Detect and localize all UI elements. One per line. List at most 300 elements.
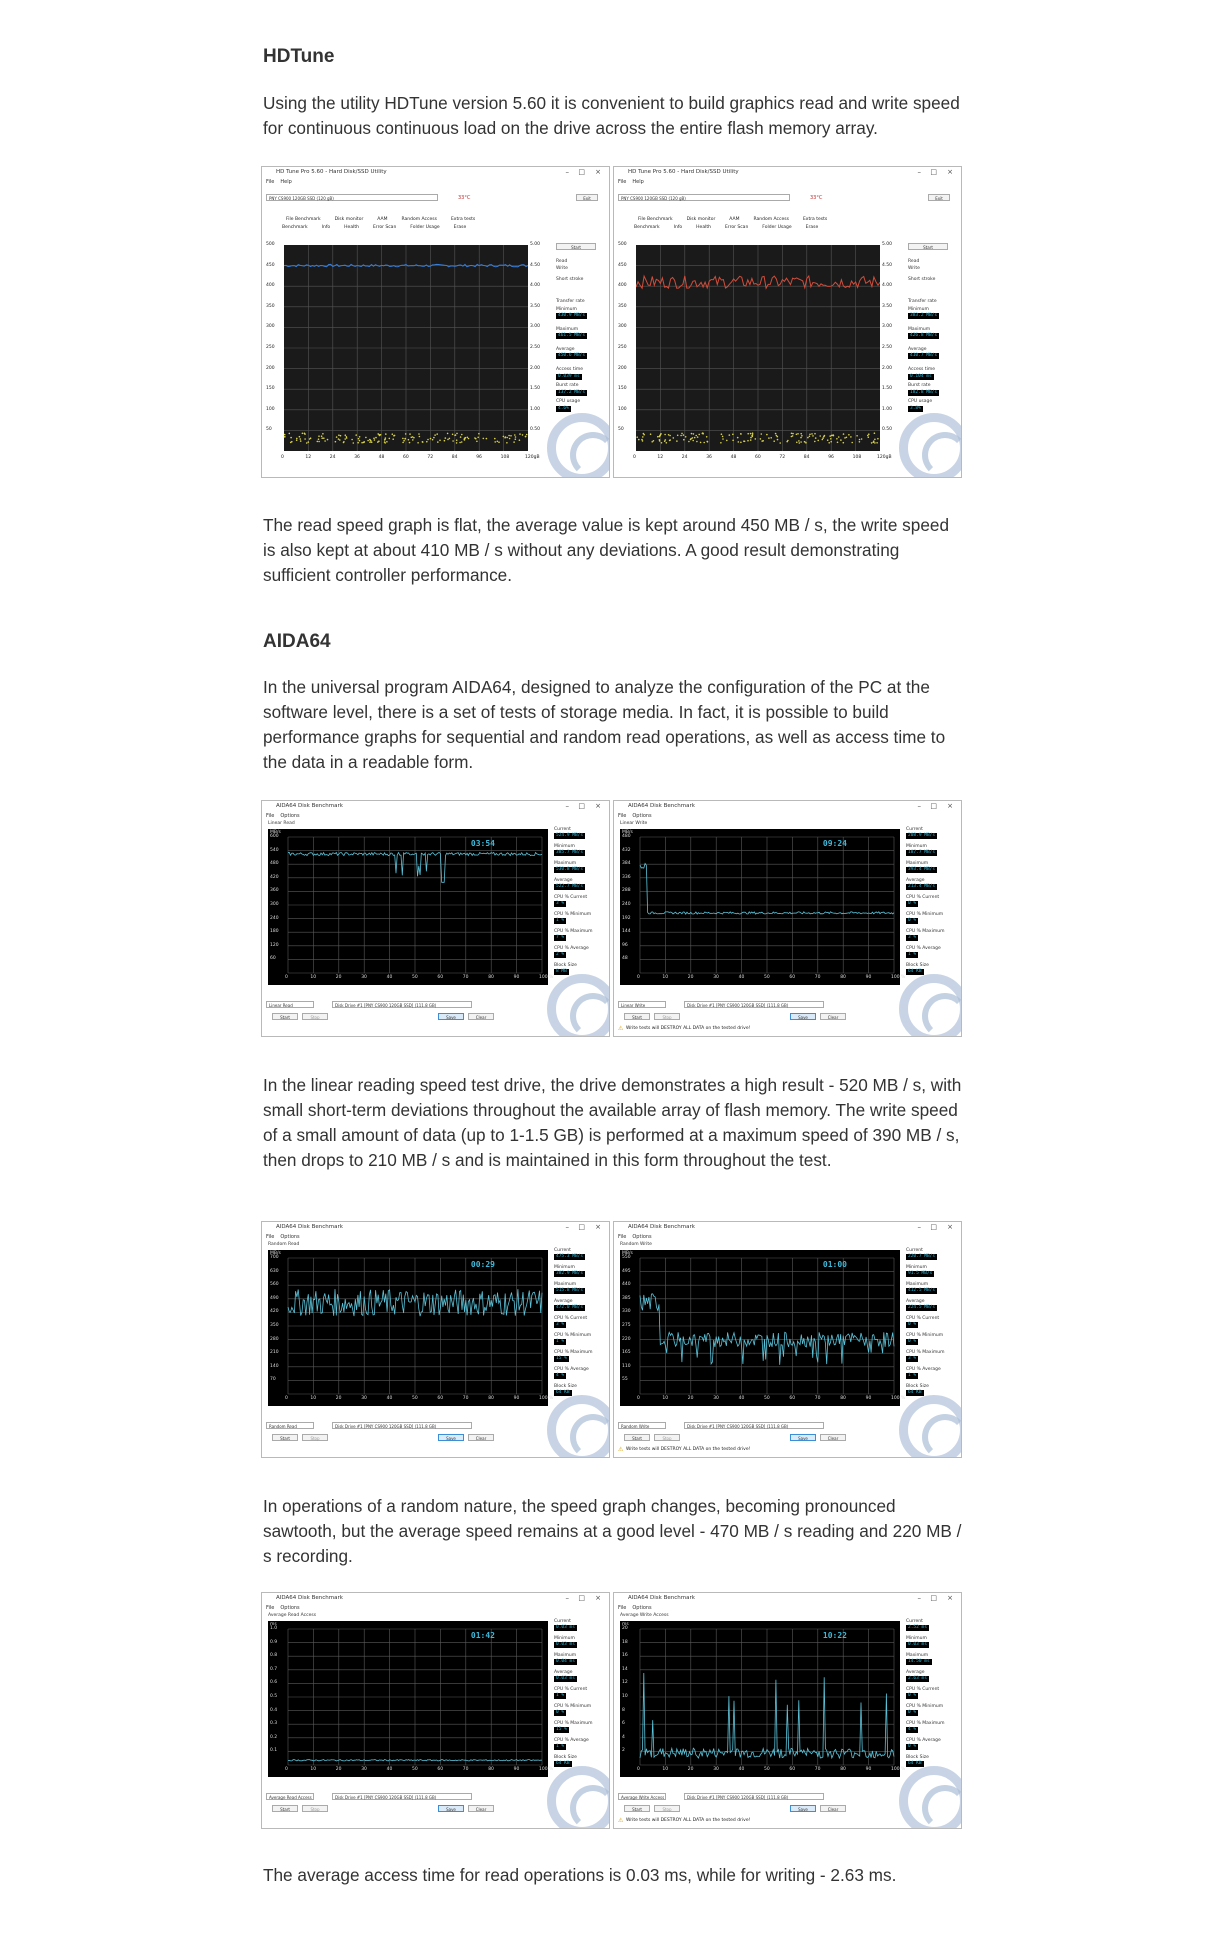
test-title: Linear Write [620, 821, 648, 826]
cpu-maximum-value: 4 % [908, 1727, 917, 1732]
aida-read-access-screenshot [261, 1592, 610, 1829]
access-time-point [829, 435, 831, 437]
maximum-label: Maximum [554, 861, 577, 866]
access-time-point [798, 440, 800, 442]
menu-item[interactable]: File [266, 1605, 275, 1611]
maximum-value: 515.8 MB/s [556, 1288, 584, 1293]
stop-button[interactable]: Stop [302, 1434, 328, 1441]
access-time-point [363, 441, 365, 443]
access-time-point [309, 438, 311, 440]
x-tick-label: 40 [386, 1396, 393, 1401]
drive-select[interactable]: Disk Drive #1 [PNY CS900 120GB SSD] (111.8 GB) [332, 1793, 472, 1800]
access-time-point [669, 435, 671, 437]
access-time-point [697, 436, 699, 438]
access-time-point [851, 442, 853, 444]
x-tick-label: 24 [329, 455, 336, 460]
save-button[interactable]: Save [438, 1805, 464, 1812]
short-stroke-checkbox[interactable]: Short stroke [556, 277, 584, 282]
tab-item[interactable]: Benchmark [634, 225, 660, 230]
save-button[interactable]: Save [438, 1013, 464, 1020]
y-tick-label: 96 [622, 942, 628, 948]
tab-item[interactable]: Extra tests [802, 217, 828, 222]
benchmark-graph [268, 1250, 548, 1406]
save-button[interactable]: Save [790, 1013, 816, 1020]
access-time-point [358, 438, 360, 440]
start-button[interactable]: Start [272, 1013, 298, 1020]
tab-item[interactable]: Error Scan [372, 225, 397, 230]
average-value: 213.4 MB/s [908, 884, 936, 889]
menu-bar [266, 178, 298, 186]
close-icon[interactable]: × [595, 802, 601, 810]
y-tick-label: 18 [622, 1639, 628, 1645]
drive-select[interactable]: PNY CS900 120GB SSD (120 gB) [266, 194, 438, 201]
access-time-point [351, 439, 353, 441]
access-time-point [408, 439, 410, 441]
x-tick-label: 108 [852, 455, 862, 460]
clear-button[interactable]: Clear [468, 1805, 494, 1812]
minimize-icon[interactable]: – [565, 168, 569, 176]
x-tick-label: 90 [865, 975, 872, 980]
cpu-average-label: CPU % Average [554, 946, 589, 951]
cpu-current-value: 0 % [908, 901, 917, 906]
test-select[interactable]: Random Read [266, 1422, 314, 1429]
x-tick-label: 0 [281, 455, 284, 460]
minimize-icon[interactable]: – [917, 168, 921, 176]
menu-item[interactable]: File [618, 179, 627, 185]
cpu-maximum-value: 7 % [556, 935, 565, 940]
tab-row-1 [286, 217, 489, 222]
x-tick-label: 30 [361, 975, 367, 980]
y-tick-label: 400 [266, 283, 275, 289]
tab-item[interactable]: Extra tests [450, 217, 476, 222]
maximum-label: Maximum [906, 1653, 929, 1658]
access-time-point [427, 439, 429, 441]
access-time-point [393, 435, 395, 437]
stop-button[interactable]: Stop [654, 1434, 680, 1441]
minimize-icon[interactable]: – [565, 1223, 569, 1231]
burst-rate-checkbox[interactable]: Burst rate [556, 383, 579, 388]
clear-button[interactable]: Clear [468, 1434, 494, 1441]
access-time-point [422, 441, 424, 443]
average-value: 472.0 MB/s [556, 1305, 584, 1310]
access-time-point [642, 436, 644, 438]
x-tick-label: 20 [335, 1767, 342, 1772]
test-title: Average Read Access [268, 1613, 317, 1618]
test-select[interactable]: Linear Read [266, 1001, 314, 1008]
access-time-point [304, 433, 306, 435]
tab-item[interactable]: Info [321, 225, 331, 230]
test-select[interactable]: Average Read Access [266, 1793, 314, 1800]
menu-item[interactable]: File [266, 813, 275, 819]
window-titlebar [262, 1222, 609, 1233]
y-tick-label: 550 [622, 1255, 631, 1260]
read-radio[interactable]: Read [556, 259, 568, 264]
maximum-label: Maximum [554, 1282, 577, 1287]
access-time-point [848, 434, 850, 436]
average-label: Average [554, 1670, 573, 1675]
clear-button[interactable]: Clear [820, 1434, 846, 1441]
minimize-icon[interactable]: – [917, 1223, 921, 1231]
tab-item[interactable]: Health [344, 225, 359, 230]
tab-item[interactable]: Benchmark [282, 225, 308, 230]
y-tick-label: 440 [622, 1282, 631, 1288]
y-tick-label: 210 [270, 1350, 279, 1356]
access-time-point [726, 440, 728, 442]
cpu-minimum-value: 1 % [556, 918, 565, 923]
access-time-point [830, 441, 832, 443]
test-select[interactable]: Linear Write [618, 1001, 666, 1008]
access-time-checkbox[interactable]: Access time [908, 367, 936, 372]
x-tick-label: 60 [437, 975, 444, 980]
access-time-point [355, 434, 357, 436]
menu-item[interactable]: Options [632, 813, 652, 819]
minimum-label: Minimum [554, 1265, 575, 1270]
start-button[interactable]: Start [272, 1805, 298, 1812]
y-tick-label: 0.6 [270, 1680, 278, 1686]
close-icon[interactable]: × [947, 1594, 953, 1602]
menu-item[interactable]: File [618, 1605, 627, 1611]
x-tick-label: 40 [386, 1767, 393, 1772]
drive-select[interactable]: PNY CS900 120GB SSD (120 gB) [618, 194, 790, 201]
access-time-point [694, 437, 696, 439]
clear-button[interactable]: Clear [820, 1013, 846, 1020]
save-button[interactable]: Save [790, 1805, 816, 1812]
access-time-point [752, 432, 754, 434]
cpu-current-label: CPU % Current [906, 1316, 940, 1321]
y-tick-label: 0.7 [270, 1666, 278, 1672]
close-icon[interactable]: × [595, 1594, 601, 1602]
maximize-icon[interactable]: □ [930, 1223, 937, 1231]
x-tick-label: 60 [437, 1396, 444, 1401]
x-tick-label: 12 [305, 455, 312, 460]
aida-linear-write-screenshot [613, 800, 962, 1037]
x-tick-label: 90 [865, 1396, 872, 1401]
cpu-maximum-label: CPU % Maximum [554, 1350, 593, 1355]
window-titlebar [614, 1222, 961, 1233]
tab-item[interactable]: Erase [453, 225, 467, 230]
x-tick-label: 100 % [891, 975, 906, 980]
cpu-average-label: CPU % Average [554, 1738, 589, 1743]
maximize-icon[interactable]: □ [578, 1223, 585, 1231]
cpu-maximum-value: 3 % [908, 935, 917, 940]
save-button[interactable]: Save [790, 1434, 816, 1441]
y-tick-label: 500 [618, 242, 627, 247]
tab-item[interactable]: AAM [729, 217, 740, 222]
close-icon[interactable]: × [595, 1223, 601, 1231]
stop-button[interactable]: Stop [654, 1805, 680, 1812]
x-tick-label: 36 [706, 455, 712, 460]
y-tick-label: 0.2 [270, 1734, 278, 1740]
tab-item[interactable]: Random Access [401, 217, 437, 222]
x-tick-label: 90 [513, 1767, 520, 1772]
access-time-point [459, 442, 461, 444]
x-tick-label: 50 [764, 975, 770, 980]
maximize-icon[interactable]: □ [930, 802, 937, 810]
save-button[interactable]: Save [438, 1434, 464, 1441]
close-icon[interactable]: × [947, 1223, 953, 1231]
y-tick-label: 14 [622, 1666, 628, 1672]
y-tick-label: 8 [622, 1707, 625, 1713]
cpu-average-label: CPU % Average [906, 946, 941, 951]
x-tick-label: 0 [285, 1767, 288, 1772]
access-time-point [681, 433, 683, 435]
y-tick-label: 240 [622, 902, 631, 907]
minimum-label: Minimum [554, 1636, 575, 1641]
unit-label: ms [622, 1622, 629, 1627]
x-tick-label: 30 [713, 1396, 719, 1401]
test-select[interactable]: Average Write Access [618, 1793, 666, 1800]
tab-item[interactable]: File Benchmark [286, 217, 321, 222]
tab-item[interactable]: File Benchmark [638, 217, 673, 222]
benchmark-graph [268, 1621, 548, 1777]
cpu-average-label: CPU % Average [554, 1367, 589, 1372]
maximize-icon[interactable]: □ [930, 168, 937, 176]
access-time-point [752, 434, 754, 436]
x-tick-label: 70 [462, 975, 469, 980]
current-label: Current [554, 827, 571, 832]
cpu-minimum-label: CPU % Minimum [554, 1704, 592, 1709]
menu-item[interactable]: Options [280, 1234, 300, 1240]
cpu-maximum-label: CPU % Maximum [554, 1721, 593, 1726]
stop-button[interactable]: Stop [302, 1013, 328, 1020]
burst-rate-checkbox[interactable]: Burst rate [908, 383, 931, 388]
tab-item[interactable]: Disk monitor [334, 217, 364, 222]
access-time-point [335, 441, 337, 443]
access-time-point [308, 441, 310, 443]
menu-item[interactable]: File [266, 179, 275, 185]
access-time-point [868, 433, 870, 435]
test-select[interactable]: Random Write [618, 1422, 666, 1429]
cpu-maximum-label: CPU % Maximum [906, 1721, 945, 1726]
watermark-logo-icon [547, 1766, 610, 1829]
temperature-readout: 33°C [810, 195, 823, 201]
unit-label: ms [270, 1622, 277, 1627]
access-time-point [692, 440, 694, 442]
maximize-icon[interactable]: □ [578, 168, 585, 176]
access-time-point [413, 437, 415, 439]
menu-item[interactable]: Options [280, 813, 300, 819]
access-time-point [817, 440, 819, 442]
x-tick-label: 80 [488, 1767, 494, 1772]
minimize-icon[interactable]: – [565, 802, 569, 810]
write-radio[interactable]: Write [556, 266, 568, 271]
x-tick-label: 70 [814, 1396, 821, 1401]
access-time-point [327, 439, 329, 441]
menu-item[interactable]: Help [632, 179, 644, 185]
minimize-icon[interactable]: – [565, 1594, 569, 1602]
access-time-point [650, 433, 652, 435]
y-tick-label: 480 [622, 834, 631, 839]
tab-item[interactable]: Erase [805, 225, 819, 230]
access-time-point [284, 434, 286, 436]
stop-button[interactable]: Stop [654, 1013, 680, 1020]
minimize-icon[interactable]: – [917, 1594, 921, 1602]
exit-button[interactable]: Exit [928, 194, 950, 201]
x-tick-label: 0 [285, 1396, 288, 1401]
menu-item[interactable]: File [618, 813, 627, 819]
access-time-point [447, 433, 449, 435]
x-tick-label: 30 [361, 1767, 367, 1772]
tab-item[interactable]: Error Scan [724, 225, 749, 230]
clear-button[interactable]: Clear [468, 1013, 494, 1020]
access-time-point [721, 433, 723, 435]
ms-tick-label: 1.00 [530, 406, 541, 412]
menu-item[interactable]: File [618, 1234, 627, 1240]
tab-item[interactable]: AAM [377, 217, 388, 222]
cpu-maximum-value: 15 % [556, 1356, 567, 1361]
y-tick-label: 0.1 [270, 1748, 278, 1754]
drive-select[interactable]: Disk Drive #1 [PNY CS900 120GB SSD] (111.8 GB) [684, 1422, 824, 1429]
cpu-minimum-label: CPU % Minimum [554, 912, 592, 917]
cpu-maximum-label: CPU % Maximum [906, 1350, 945, 1355]
cpu-minimum-label: CPU % Minimum [906, 1333, 944, 1338]
menu-item[interactable]: File [266, 1234, 275, 1240]
average-label: Average [906, 1670, 925, 1675]
y-tick-label: 288 [622, 888, 631, 894]
access-time-point [445, 437, 447, 439]
cpu-average-value: 1 % [556, 1744, 565, 1749]
cpu-average-label: CPU % Average [906, 1367, 941, 1372]
maximize-icon[interactable]: □ [578, 1594, 585, 1602]
maximum-label: Maximum [906, 1282, 929, 1287]
stop-button[interactable]: Stop [302, 1805, 328, 1812]
x-tick-label: 96 [476, 455, 482, 460]
hdtune-write-screenshot [613, 166, 962, 478]
y-tick-label: 70 [270, 1377, 276, 1383]
access-time-point [456, 442, 458, 444]
access-time-point [692, 437, 694, 439]
menu-bar [618, 812, 658, 820]
menu-item[interactable]: Options [280, 1605, 300, 1611]
tab-item[interactable]: Folder Usage [762, 225, 792, 230]
ms-tick-label: 0.50 [882, 427, 893, 433]
minimum-label: Minimum [908, 307, 929, 312]
close-icon[interactable]: × [947, 168, 953, 176]
y-tick-label: 500 [266, 242, 275, 247]
transfer-rate-checkbox[interactable]: Transfer rate [908, 299, 937, 304]
window-title: HD Tune Pro 5.60 - Hard Disk/SSD Utility [628, 169, 739, 175]
benchmark-graph [620, 1621, 900, 1777]
start-button[interactable]: Start [272, 1434, 298, 1441]
access-time-point [318, 441, 320, 443]
tab-item[interactable]: Random Access [753, 217, 789, 222]
x-tick-label: 90 [513, 1396, 520, 1401]
access-time-point [433, 437, 435, 439]
write-radio[interactable]: Write [908, 266, 920, 271]
minimize-icon[interactable]: – [917, 802, 921, 810]
drive-select[interactable]: Disk Drive #1 [PNY CS900 120GB SSD] (111.8 GB) [332, 1422, 472, 1429]
y-tick-label: 6 [622, 1721, 625, 1727]
start-button[interactable]: Start [624, 1434, 650, 1441]
cpu-minimum-value: 0 % [556, 1710, 565, 1715]
exit-button[interactable]: Exit [576, 194, 598, 201]
menu-item[interactable]: Options [632, 1234, 652, 1240]
tab-item[interactable]: Health [696, 225, 711, 230]
access-time-point [449, 438, 451, 440]
elapsed-timer: 01:00 [822, 1260, 847, 1269]
drive-select[interactable]: Disk Drive #1 [PNY CS900 120GB SSD] (111.8 GB) [684, 1001, 824, 1008]
current-value: 0.03 ms [556, 1625, 575, 1630]
access-time-point [384, 441, 386, 443]
access-time-point [405, 433, 407, 435]
graph-svg [620, 1250, 900, 1406]
menu-item[interactable]: Help [280, 179, 292, 185]
clear-button[interactable]: Clear [820, 1805, 846, 1812]
unit-label: MB/s [270, 1251, 281, 1256]
short-stroke-checkbox[interactable]: Short stroke [908, 277, 936, 282]
access-time-checkbox[interactable]: Access time [556, 367, 584, 372]
cpu-minimum-value: 0 % [908, 1710, 917, 1715]
y-tick-label: 0.5 [270, 1694, 278, 1699]
access-time-point [732, 434, 734, 436]
tab-item[interactable]: Info [673, 225, 683, 230]
access-time-point [846, 437, 848, 439]
ms-tick-label: 1.50 [530, 386, 541, 392]
graph-svg [636, 245, 880, 451]
transfer-rate-checkbox[interactable]: Transfer rate [556, 299, 585, 304]
x-tick-label: 50 [412, 1396, 418, 1401]
x-tick-label: 10 [310, 975, 317, 980]
window-titlebar [614, 801, 961, 812]
maximize-icon[interactable]: □ [930, 1594, 937, 1602]
drive-select[interactable]: Disk Drive #1 [PNY CS900 120GB SSD] (111.8 GB) [332, 1001, 472, 1008]
access-time-point [861, 438, 863, 440]
access-time-point [874, 439, 876, 441]
window-title: AIDA64 Disk Benchmark [628, 1224, 695, 1230]
access-time-point [669, 440, 671, 442]
tab-item[interactable]: Folder Usage [410, 225, 440, 230]
access-time-point [336, 436, 338, 438]
cpu-current-label: CPU % Current [906, 1687, 940, 1692]
cpu-average-value: 1 % [908, 952, 917, 957]
maximize-icon[interactable]: □ [578, 802, 585, 810]
y-tick-label: 16 [622, 1653, 628, 1659]
access-time-point [812, 435, 814, 437]
x-tick-label: 20 [335, 1396, 342, 1401]
access-time-point [685, 436, 687, 438]
x-tick-label: 72 [427, 455, 434, 460]
start-button[interactable]: Start [908, 243, 948, 250]
close-icon[interactable]: × [595, 168, 601, 176]
access-time-point [375, 437, 377, 439]
start-button[interactable]: Start [556, 243, 596, 250]
current-label: Current [906, 1248, 923, 1253]
y-tick-label: 144 [622, 929, 631, 935]
access-time-point [371, 441, 373, 443]
y-tick-label: 60 [270, 956, 276, 962]
menu-item[interactable]: Options [632, 1605, 652, 1611]
drive-select[interactable]: Disk Drive #1 [PNY CS900 120GB SSD] (111.8 GB) [684, 1793, 824, 1800]
access-time-point [464, 439, 466, 441]
cpu-average-value: 1 % [908, 1373, 917, 1378]
unit-label: MB/s [622, 1251, 633, 1256]
close-icon[interactable]: × [947, 802, 953, 810]
access-time-point [792, 433, 794, 435]
aida-random-read-screenshot [261, 1221, 610, 1458]
x-tick-label: 70 [814, 975, 821, 980]
access-time-point [706, 436, 708, 438]
tab-item[interactable]: Disk monitor [686, 217, 716, 222]
start-button[interactable]: Start [624, 1013, 650, 1020]
read-radio[interactable]: Read [908, 259, 920, 264]
start-button[interactable]: Start [624, 1805, 650, 1812]
access-time-point [743, 440, 745, 442]
ms-tick-label: 4.50 [882, 262, 893, 268]
average-value: 450.6 MB/s [558, 353, 586, 358]
graph-svg [620, 829, 900, 985]
x-tick-label: 12 [657, 455, 664, 460]
access-time-point [859, 441, 861, 443]
